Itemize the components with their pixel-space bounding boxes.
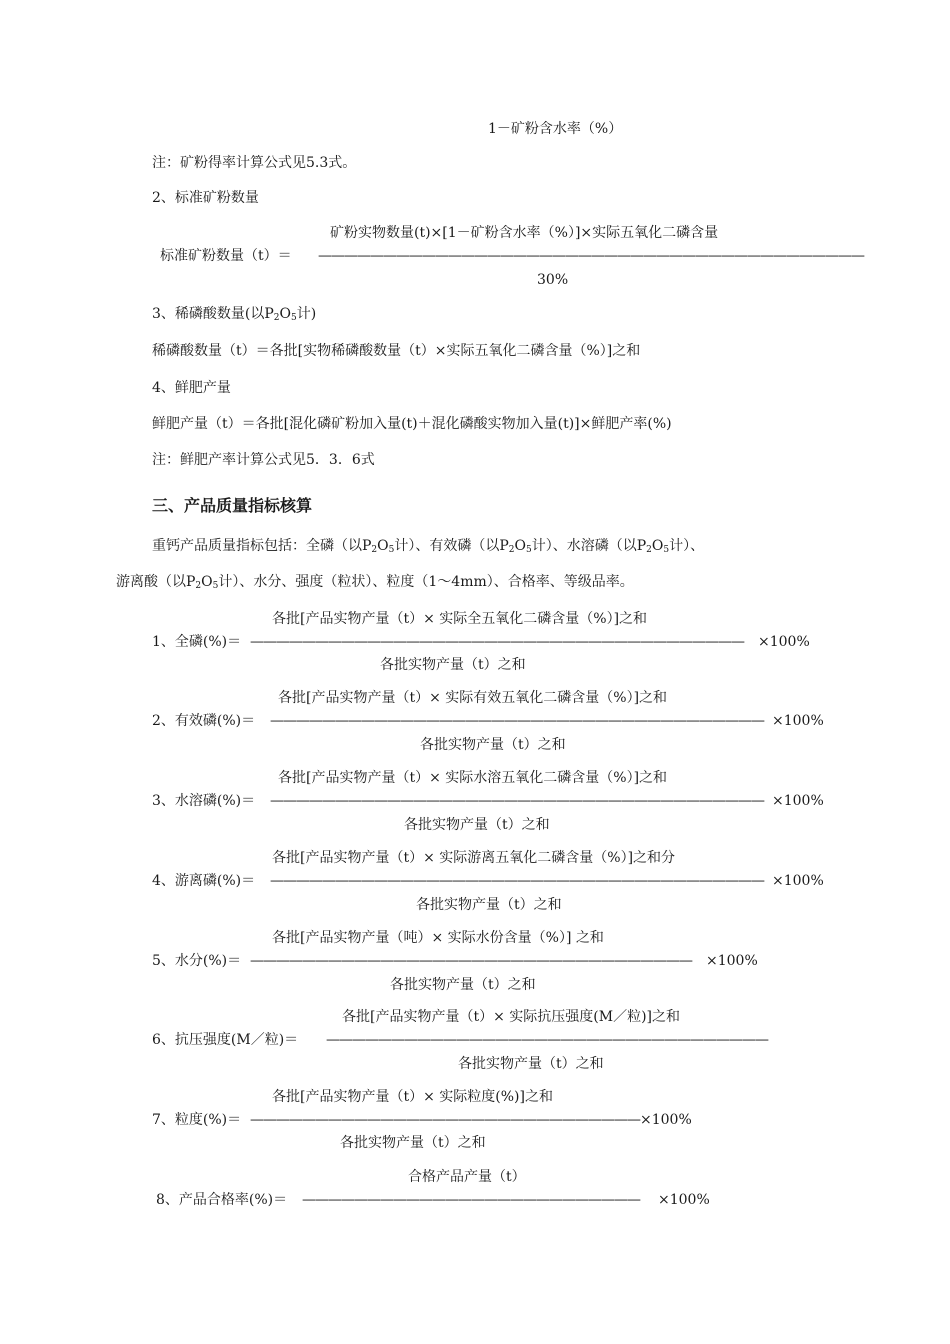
formula-multiplier: ×100% (758, 634, 810, 650)
section-heading: 三、产品质量指标核算 (152, 496, 313, 515)
item-dilute-acid-title: 3、稀磷酸数量(以$P_2O_5$计) (152, 306, 317, 323)
formula-lhs: 8、产品合格率(%)＝ (156, 1192, 288, 1208)
intro-line-2: 游离酸（以$P_2O_5$计）、水分、强度（粒状）、粒度（1～4mm）、合格率、等级品率。 (116, 574, 634, 591)
formula-denominator: 各批实物产量（t）之和 (380, 657, 526, 673)
formula-lhs: 1、全磷(%)＝ (152, 634, 242, 650)
item-standard-ore-title: 2、标准矿粉数量 (152, 190, 259, 206)
formula-denominator: 各批实物产量（t）之和 (420, 737, 566, 753)
std-ore-denominator: 30% (537, 272, 569, 288)
fraction-bar: —————————————————————————————————————— (250, 634, 744, 650)
formula-numerator: 各批[产品实物产量（吨）× 实际水份含量（%）] 之和 (272, 930, 604, 946)
fraction-bar: —————————————————————————————————————— (270, 713, 764, 729)
formula-multiplier: ×100% (772, 793, 824, 809)
formula-numerator: 各批[产品实物产量（t）× 实际全五氧化二磷含量（%）]之和 (272, 611, 648, 627)
fraction-bar: —————————————————————————————————————— (270, 873, 764, 889)
formula-lhs: 6、抗压强度(M／粒)＝ (152, 1032, 299, 1048)
formula-multiplier: ×100% (772, 873, 824, 889)
formula-lhs: 3、水溶磷(%)＝ (152, 793, 256, 809)
formula-denominator: 各批实物产量（t）之和 (390, 977, 536, 993)
formula-lhs: 7、粒度(%)＝ (152, 1112, 242, 1128)
dilute-acid-formula: 稀磷酸数量（t）＝各批[实物稀磷酸数量（t）×实际五氧化二磷含量（%）]之和 (152, 343, 641, 359)
formula-numerator: 各批[产品实物产量（t）× 实际有效五氧化二磷含量（%）]之和 (278, 690, 668, 706)
formula-multiplier: ×100% (772, 713, 824, 729)
formula-lhs: 2、有效磷(%)＝ (152, 713, 256, 729)
formula-numerator: 各批[产品实物产量（t）× 实际粒度(%)]之和 (272, 1089, 553, 1105)
intro-line-1: 重钙产品质量指标包括：全磷（以$P_2O_5$计）、有效磷（以$P_2O_5$计）、水溶磷（以$P_2O_5$计）、 (152, 538, 705, 555)
formula-denominator: 各批实物产量（t）之和 (340, 1135, 486, 1151)
formula-numerator: 合格产品产量（t） (408, 1169, 526, 1185)
formula-multiplier: ×100% (706, 953, 758, 969)
fraction-bar: —————————————————————————— (302, 1192, 640, 1208)
formula-denominator-top: 1－矿粉含水率（%） (488, 121, 623, 137)
formula-lhs: 5、水分(%)＝ (152, 953, 242, 969)
formula-denominator: 各批实物产量（t）之和 (404, 817, 550, 833)
formula-multiplier: ×100% (658, 1192, 710, 1208)
formula-numerator: 各批[产品实物产量（t）× 实际抗压强度(M／粒)]之和 (342, 1009, 680, 1025)
fraction-bar: —————————————————————————————————————— (270, 793, 764, 809)
std-ore-numerator: 矿粉实物数量(t)×[1－矿粉含水率（%）]×实际五氧化二磷含量 (330, 225, 719, 241)
formula-numerator: 各批[产品实物产量（t）× 实际游离五氧化二磷含量（%）]之和分 (272, 850, 676, 866)
fresh-fertilizer-formula: 鲜肥产量（t）＝各批[混化磷矿粉加入量(t)＋混化磷酸实物加入量(t)]×鲜肥产率(%) (152, 416, 672, 432)
formula-denominator: 各批实物产量（t）之和 (416, 897, 562, 913)
note-fresh-yield: 注：鲜肥产率计算公式见5．3．6式 (152, 452, 375, 468)
formula-denominator: 各批实物产量（t）之和 (458, 1056, 604, 1072)
formula-lhs: 4、游离磷(%)＝ (152, 873, 256, 889)
fraction-bar: —————————————————————————————————— (326, 1032, 768, 1048)
fraction-bar: —————————————————————————————— (250, 1112, 640, 1128)
std-ore-lhs: 标准矿粉数量（t）＝ (160, 248, 292, 264)
std-ore-fraction-bar: —————————————————————————————————————————— (318, 248, 864, 264)
formula-numerator: 各批[产品实物产量（t）× 实际水溶五氧化二磷含量（%）]之和 (278, 770, 668, 786)
fraction-bar: —————————————————————————————————— (250, 953, 692, 969)
item-fresh-fertilizer-title: 4、鲜肥产量 (152, 380, 231, 396)
note-ore-yield: 注：矿粉得率计算公式见5.3式。 (152, 155, 357, 171)
formula-multiplier: ×100% (640, 1112, 692, 1128)
